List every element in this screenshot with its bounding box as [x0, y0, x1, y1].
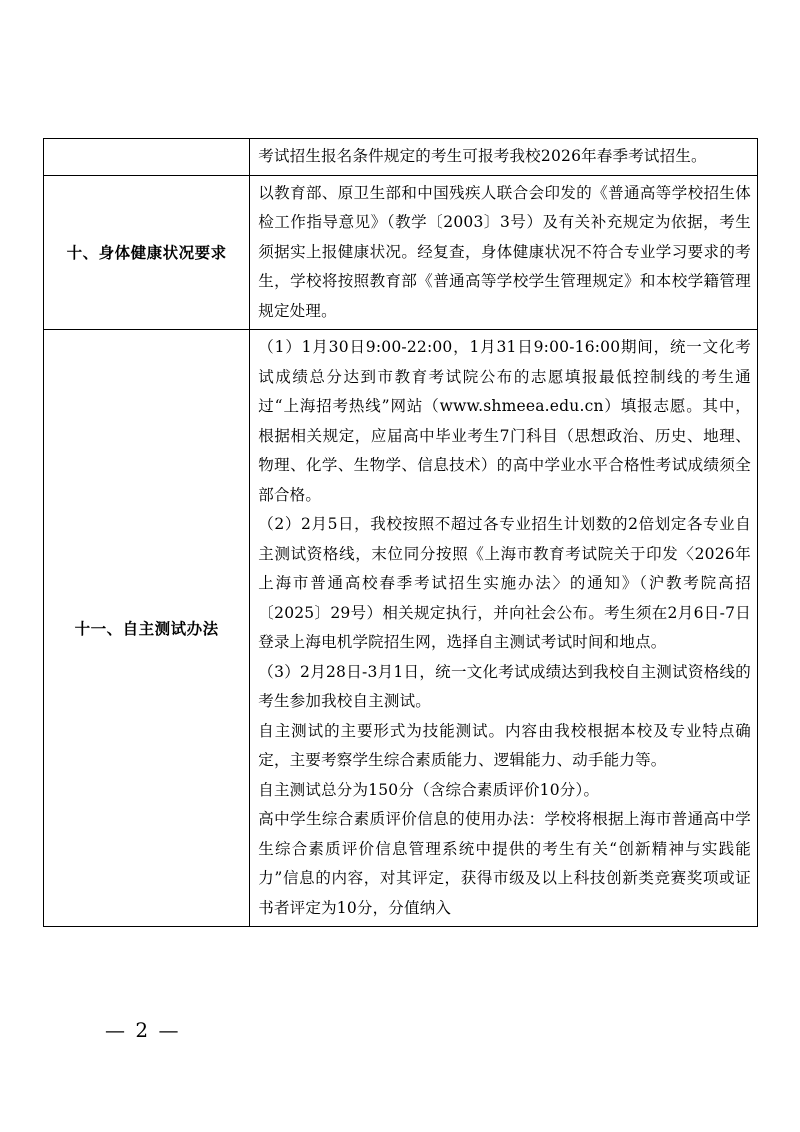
row-label-cell — [44, 330, 250, 927]
content-paragraph: 自主测试的主要形式为技能测试。内容由我校根据本校及专业特点确定，主要考察学生综合素质能力、逻辑能力、动手能力等。 — [258, 721, 751, 769]
content-paragraph: 以教育部、原卫生部和中国残疾人联合会印发的《普通高等学校招生体检工作指导意见》（教学〔2003〕3号）及有关补充规定为依据，考生须据实上报健康状况。经复查，身体健康状况不符合专业学习要求的考生，学校将按照教育部《普通高等学校学生管理规定》和本校学籍管理规定处理。 — [258, 183, 751, 320]
table-row-self-test-method — [44, 330, 758, 927]
content-paragraph: 自主测试总分为150分（含综合素质评价10分）。 — [258, 780, 600, 799]
content-paragraph: 高中学生综合素质评价信息的使用办法：学校将根据上海市普通高中学生综合素质评价信息管理系统中提供的考生有关“创新精神与实践能力”信息的内容，对其评定，获得市级及以上科技创新类竞赛奖项或证书者评定为10分，分值纳入 — [258, 810, 751, 917]
row-content-cell — [250, 139, 758, 176]
row-label-cell — [44, 175, 250, 330]
row-label-cell — [44, 139, 250, 176]
content-paragraph: 考试招生报名条件规定的考生可报考我校2026年春季考试招生。 — [258, 147, 707, 165]
row-label: 十一、自主测试办法 — [74, 620, 219, 638]
content-paragraph: （3）2月28日-3月1日，统一文化考试成绩达到我校自主测试资格线的考生参加我校自主测试。 — [258, 662, 751, 710]
admissions-info-table — [43, 138, 758, 927]
content-paragraph: （2）2月5日，我校按照不超过各专业招生计划数的2倍划定各专业自主测试资格线，末位同分按照《上海市教育考试院关于印发〈2026年上海市普通高校春季考试招生实施办法〉的通知》（沪教考院高招〔2025〕29号）相关规定执行，并向社会公布。考生须在2月6日-7日登录上海电机学院招生网，选择自主测试考试时间和地点。 — [258, 515, 751, 651]
row-label: 十、身体健康状况要求 — [66, 244, 227, 263]
page-number: — 2 — — [105, 1018, 181, 1042]
table-row-eligibility-continued — [44, 139, 758, 176]
content-paragraph: （1）1月30日9:00-22:00，1月31日9:00-16:00期间，统一文化考试成绩总分达到市教育考试院公布的志愿填报最低控制线的考生通过“上海招考热线”网站（www.shmeea.edu.cn）填报志愿。其中，根据相关规定，应届高中毕业考生7门科目（思想政治、历史、地理、物理、化学、生物学、信息技术）的高中学业水平合格性考试成绩须全部合格。 — [258, 338, 751, 504]
table-row-health-requirements — [44, 175, 758, 330]
row-content-cell — [250, 330, 758, 927]
row-content-cell — [250, 175, 758, 330]
